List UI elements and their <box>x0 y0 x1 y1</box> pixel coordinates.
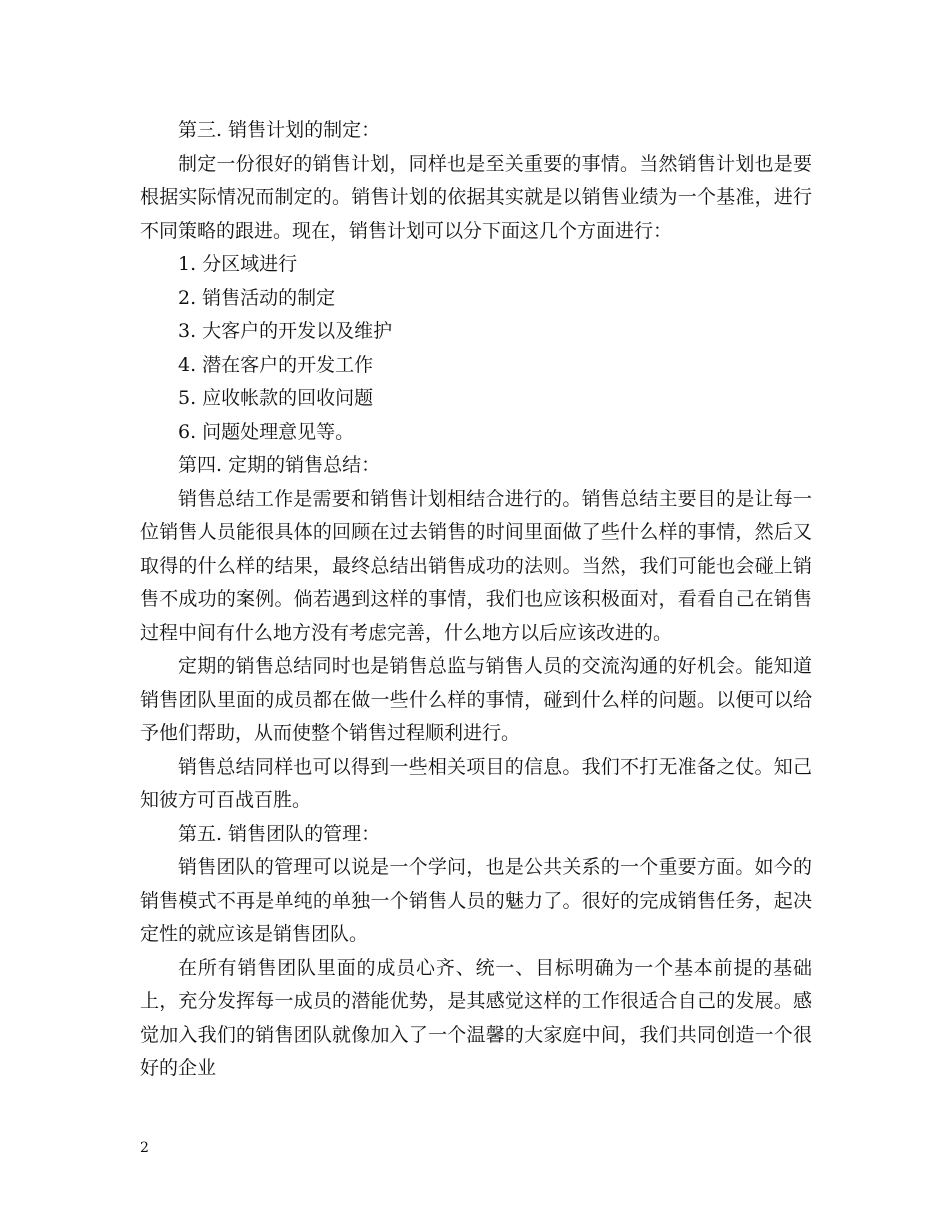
list-item: 4. 潜在客户的开发工作 <box>178 353 374 376</box>
section-heading-team-management: 第五. 销售团队的管理： <box>178 822 381 845</box>
paragraph: 销售总结工作是需要和销售计划相结合进行的。销售总结主要目的是让每一位销售人员能很具体的回顾在过去销售的时间里面做了些什么样的事情，然后又取得的什么样的结果，最终总结出销售成功的法则。当然，我们可能也会碰上销售不成功的案例。倘若遇到这样的事情，我们也应该积极面对，看看自己在销售过程中间有什么地方没有考虑完善，什么地方以后应该改进的。 <box>140 487 812 644</box>
list-item: 5. 应收帐款的回收问题 <box>178 387 374 409</box>
paragraph: 销售团队的管理可以说是一个学问，也是公共关系的一个重要方面。如今的销售模式不再是单纯的单独一个销售人员的魅力了。很好的完成销售任务，起决定性的就应该是销售团队。 <box>140 856 812 945</box>
paragraph: 制定一份很好的销售计划，同样也是至关重要的事情。当然销售计划也是要根据实际情况而制定的。销售计划的依据其实就是以销售业绩为一个基准，进行不同策略的跟进。现在，销售计划可以分下面这几个方面进行： <box>140 152 812 242</box>
section-heading-sales-plan: 第三. 销售计划的制定： <box>178 119 381 141</box>
paragraph: 定期的销售总结同时也是销售总监与销售人员的交流沟通的好机会。能知道销售团队里面的成员都在做一些什么样的事情，碰到什么样的问题。以便可以给予他们帮助，从而使整个销售过程顺利进行。 <box>140 655 812 744</box>
page-number: 2 <box>140 1140 149 1156</box>
document-body <box>140 114 812 1086</box>
list-item: 3. 大客户的开发以及维护 <box>178 320 393 342</box>
list-item: 2. 销售活动的制定 <box>178 286 336 309</box>
paragraph: 在所有销售团队里面的成员心齐、统一、目标明确为一个基本前提的基础上，充分发挥每一成员的潜能优势，是其感觉这样的工作很适合自己的发展。感觉加入我们的销售团队就像加入了一个温馨的大家庭中间，我们共同创造一个很好的企业 <box>140 956 812 1079</box>
paragraph: 销售总结同样也可以得到一些相关项目的信息。我们不打无准备之仗。知己知彼方可百战百胜。 <box>140 755 812 811</box>
section-heading-sales-summary: 第四. 定期的销售总结： <box>178 454 381 476</box>
list-item: 6. 问题处理意见等。 <box>178 420 355 443</box>
list-item: 1. 分区域进行 <box>178 253 298 275</box>
